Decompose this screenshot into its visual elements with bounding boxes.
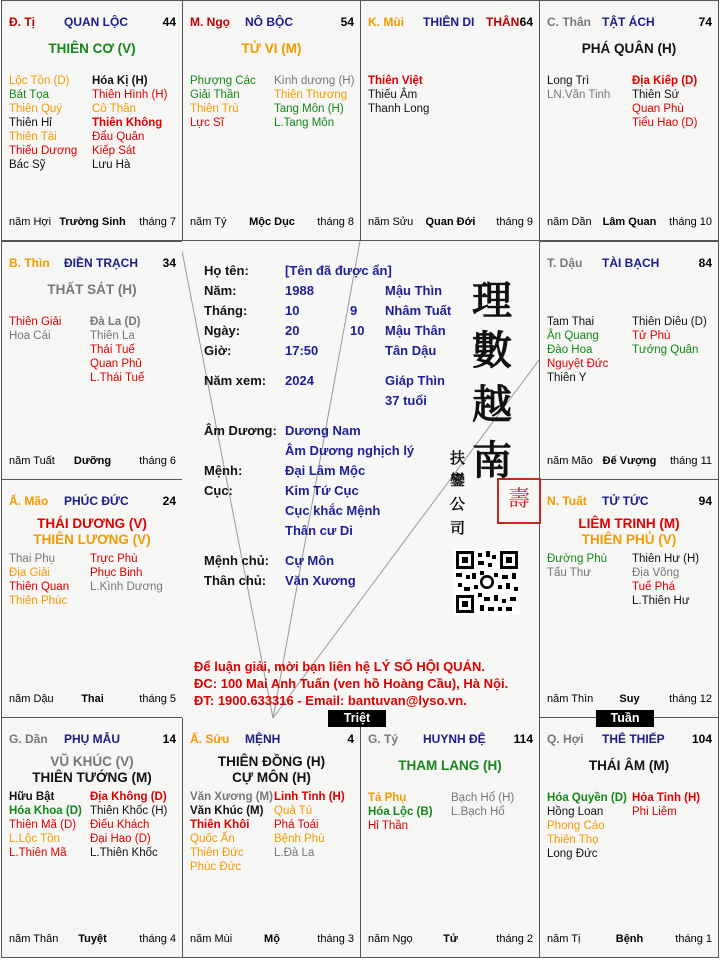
main-star: LIÊM TRINH (M) [578,516,680,531]
palace-name: G. Tý [368,732,399,746]
palace-tuat [539,479,719,718]
minor-star: Thiên Y [547,372,587,384]
palace-name: N. Tuất [547,494,587,508]
minor-star: L.Thiên Hư [632,595,690,607]
minor-stars-right [632,74,697,130]
palace-name: K. Mùi [368,15,404,29]
hour-canchi: Tân Dậu [385,343,437,358]
palace-header [547,256,712,272]
main-star: VŨ KHÚC (V) [50,754,134,769]
minor-stars-right [90,552,163,594]
menh-value: Đại Lâm Mộc [285,463,366,478]
view-year-canchi: Giáp Thìn [385,373,445,388]
palace-ngo [182,0,361,241]
minor-star: Thái Tuế [90,344,135,356]
palace-header [368,15,533,31]
minor-star: Đà La (D) [90,316,141,328]
palace-name: T. Dậu [547,256,583,270]
minor-star: L.Thái Tuế [90,372,145,384]
palace-footer [547,455,712,469]
minor-star: Thai Phụ [9,553,56,565]
minor-star: Trực Phù [90,553,138,565]
footer-month: tháng 8 [317,216,354,228]
calligraphy-char-2: 數 [472,327,512,374]
amduong-label: Âm Dương: [204,423,277,438]
minor-star: Đường Phù [547,553,607,565]
minor-star: Kiếp Sát [92,145,136,157]
main-star: THẤT SÁT (H) [47,282,137,297]
footer-month: tháng 5 [139,693,176,705]
palace-footer [547,693,712,707]
palace-hoi [539,717,719,958]
year-canchi: Mậu Thìn [385,283,443,298]
minor-star: L.Đà La [274,847,315,859]
minor-star: Đại Hao (D) [90,833,151,845]
minor-stars-right [274,790,345,860]
footer-month: tháng 3 [317,933,354,945]
palace-score: 74 [698,15,712,29]
minor-star: Long Trì [547,75,590,87]
palace-footer [368,933,533,947]
minor-star: Lực Sĩ [190,117,224,129]
contact-line-1: Để luận giải, mời bạn liên hệ LÝ SỐ HỘI QUÁN. [194,659,485,674]
minor-star: Phi Liêm [632,806,677,818]
day-solar: 20 [285,323,300,338]
palace-header [547,732,712,748]
minor-star: L.Lộc Tồn [9,833,60,845]
minor-star: Văn Khúc (M) [190,805,264,817]
palace-suu [182,717,361,958]
red-seal-icon: 壽 [497,478,541,524]
minor-star: Địa Võng [632,567,680,579]
minor-star: Kình dương (H) [274,75,355,87]
small-calligraphy-3: 公 [450,495,466,513]
palace-header [190,15,354,31]
palace-footer [368,216,533,230]
palace-footer [9,216,176,230]
minor-star: Tuế Phá [632,581,676,593]
palace-score: 4 [347,732,354,746]
minor-star: Linh Tinh (H) [274,791,345,803]
minor-star: Thiên Phúc [9,595,68,607]
minor-stars-left [547,315,608,385]
palace-house: TÀI BẠCH [602,256,660,270]
minor-star: Thiên Khôi [190,819,250,831]
minor-star: Thiên Hư (H) [632,553,700,565]
minor-star: Thiên Khốc (H) [90,805,168,817]
footer-year: năm Thìn [547,693,594,705]
palace-dau [539,241,719,480]
minor-stars-right [274,74,354,130]
palace-footer [547,933,712,947]
minor-star: L.Bạch Hổ [451,806,505,818]
footer-month: tháng 4 [139,933,176,945]
footer-year: năm Tuất [9,455,55,467]
minor-star: Địa Không (D) [90,791,167,803]
minor-stars-left [547,74,610,102]
minor-stars-right [632,315,707,357]
minor-star: Quan Phủ [90,358,142,370]
footer-stage: Tuyệt [78,933,107,945]
minor-star: Quan Phù [632,103,684,115]
palace-house: THÊ THIẾP [602,732,665,746]
minor-star: Nguyệt Đức [547,358,609,370]
thanchu-label: Thân chủ: [204,573,267,588]
minor-stars-right [90,790,167,860]
palace-house: TẬT ÁCH [602,15,655,29]
menhchu-value: Cự Môn [285,553,335,568]
main-star: THÁI ÂM (M) [588,758,670,773]
cuc-value: Kim Tứ Cục [285,483,359,498]
amduong-value: Dương Nam [285,423,361,438]
palace-footer [9,455,176,469]
footer-stage: Quan Đới [425,216,476,228]
palace-mao [1,479,183,718]
footer-month: tháng 1 [675,933,712,945]
footer-stage: Suy [619,693,640,705]
palace-footer [547,216,712,230]
minor-star: Thiên Trù [190,103,239,115]
palace-house: NÔ BỘC [245,15,293,29]
minor-star: Thiên Quan [9,581,70,593]
minor-star: Tiểu Hao (D) [632,117,698,129]
minor-star: Phong Cáo [547,820,605,832]
palace-score: 84 [698,256,712,270]
hour-value: 17:50 [285,343,319,358]
palace-header [9,732,176,748]
palace-house: MỆNH [245,732,281,746]
footer-year: năm Hợi [9,216,52,228]
footer-year: năm Ngọ [368,933,413,945]
age-value: 37 tuổi [385,393,427,408]
palace-score: 34 [162,256,176,270]
palace-dan [1,717,183,958]
footer-year: năm Mùi [190,933,233,945]
minor-star: LN.Văn Tinh [547,89,611,101]
palace-footer [9,933,176,947]
minor-star: Hỉ Thần [368,820,409,832]
day-label: Ngày: [204,323,241,338]
palace-house: TỬ TỨC [602,494,649,508]
minor-star: Đào Hoa [547,344,593,356]
palace-name: Ấ. Sửu [190,732,230,746]
hour-label: Giờ: [204,343,232,358]
minor-star: L.Kình Dương [90,581,163,593]
calligraphy-char-4: 南 [472,437,512,484]
minor-star: Bác Sỹ [9,159,46,171]
main-star: THAM LANG (H) [398,758,502,773]
palace-thin [1,241,183,480]
minor-star: Giải Thần [190,89,240,101]
chart-center [182,241,539,718]
main-star: PHÁ QUÂN (H) [581,41,677,56]
view-year-value: 2024 [285,373,314,388]
palace-footer [9,693,176,707]
tuan-tag: Tuần [596,710,654,727]
palace-house: THIÊN DI [423,15,475,29]
palace-score: 64 [519,15,533,29]
minor-star: Quốc Ấn [190,833,235,845]
palace-house: HUYNH ĐỆ [423,732,486,746]
minor-stars-right [90,315,144,385]
palace-than [539,0,719,241]
palace-name: M. Ngọ [190,15,230,29]
main-star: THIÊN PHỦ (V) [581,532,677,547]
contact-line-2: ĐC: 100 Mai Anh Tuấn (ven hồ Hoàng Cầu), Hà Nội. [194,676,509,691]
palace-house: PHỤ MẪU [64,732,120,746]
minor-star: Bệnh Phù [274,833,325,845]
palace-header [547,494,712,510]
minor-star: Thiếu Âm [368,89,418,101]
minor-stars-right [451,791,514,819]
minor-star: Lưu Hà [92,159,131,171]
name-label: Họ tên: [204,263,249,278]
minor-star: Thiên Quý [9,103,63,115]
minor-star: Tam Thai [547,316,595,328]
calligraphy-char-3: 越 [472,381,512,428]
palace-header [368,732,533,748]
minor-star: Phượng Các [190,75,256,87]
menh-label: Mệnh: [204,463,243,478]
main-star: THIÊN TƯỚNG (M) [32,770,152,785]
minor-star: Thiên Mã (D) [9,819,77,831]
palace-tag: THÂN [486,15,520,29]
main-star: CỰ MÔN (H) [232,770,311,785]
minor-stars-left [547,552,607,580]
footer-stage: Tử [443,933,458,945]
footer-month: tháng 12 [669,693,712,705]
menhchu-label: Mệnh chủ: [204,553,269,568]
minor-star: L.Thiên Mã [9,847,67,859]
minor-star: L.Tang Môn [274,117,335,129]
minor-star: Địa Kiếp (D) [632,75,698,87]
minor-star: Tướng Quân [632,344,699,356]
month-canchi: Nhâm Tuất [385,303,452,318]
minor-stars-left [9,315,61,343]
minor-star: Bạch Hổ (H) [451,792,515,804]
minor-star: Thiên Đức [190,847,244,859]
minor-star: Hoa Cái [9,330,51,342]
minor-star: Thiếu Dương [9,145,78,157]
palace-ti [1,0,183,241]
minor-stars-left [9,552,69,608]
minor-stars-left [190,74,256,130]
footer-stage: Mộ [264,933,280,945]
footer-month: tháng 6 [139,455,176,467]
month-solar: 10 [285,303,300,318]
triet-tag: Triệt [328,710,386,727]
footer-stage: Thai [81,693,104,705]
palace-header [9,256,176,272]
minor-stars-left [9,74,77,172]
minor-star: Hồng Loan [547,806,604,818]
footer-year: năm Dậu [9,693,54,705]
footer-stage: Dưỡng [73,455,112,467]
palace-house: PHÚC ĐỨC [64,494,129,508]
palace-house: QUAN LỘC [64,15,128,29]
minor-star: Hóa Khoa (D) [9,805,82,817]
footer-year: năm Thân [9,933,59,945]
minor-star: Tử Phù [632,330,671,342]
footer-month: tháng 9 [496,216,533,228]
footer-month: tháng 10 [669,216,712,228]
palace-score: 24 [162,494,176,508]
minor-stars-left [9,790,82,860]
main-star: THIÊN ĐỒNG (H) [217,754,326,769]
minor-stars-right [632,791,700,819]
minor-star: Bát Tọa [9,89,50,101]
year-label: Năm: [204,283,237,298]
minor-star: Hóa Kị (H) [92,75,148,87]
minor-stars-right [632,552,699,608]
palace-house: ĐIỀN TRẠCH [64,256,138,270]
horoscope-chart [1,0,719,958]
amduong-relation: Âm Dương nghịch lý [285,443,415,458]
minor-star: Thiên Diêu (D) [632,316,707,328]
calligraphy-char-1: 理 [472,277,512,324]
minor-star: Thiên Sứ [632,89,680,101]
small-calligraphy-2: 鑾 [450,471,466,489]
palace-score: 44 [162,15,176,29]
minor-star: Quả Tú [274,805,313,817]
contact-line-3: ĐT: 1900.633316 - Email: bantuvan@lyso.vn. [194,693,467,708]
minor-star: Thiên Hỉ [9,117,52,129]
minor-stars-left [368,74,429,116]
palace-score: 14 [162,732,176,746]
minor-star: Cô Thần [92,103,136,115]
minor-star: Long Đức [547,848,598,860]
palace-name: Đ. Tị [9,15,35,29]
footer-year: năm Sửu [368,216,414,228]
palace-score: 94 [698,494,712,508]
palace-score: 54 [340,15,354,29]
minor-star: Văn Xương (M) [190,791,273,803]
main-star: THIÊN LƯƠNG (V) [33,532,151,547]
minor-star: Tả Phụ [368,792,407,804]
minor-star: Thiên Việt [368,75,423,87]
footer-stage: Trường Sinh [59,216,126,228]
minor-star: Thiên Thọ [547,834,599,846]
main-star: TỬ VI (M) [241,41,302,56]
minor-star: Thiên Tài [9,131,57,143]
main-star: THIÊN CƠ (V) [48,41,136,56]
palace-name: G. Dần [9,732,48,746]
minor-star: Phục Binh [90,567,143,579]
footer-stage: Mộc Dục [249,216,295,228]
main-star: THÁI DƯƠNG (V) [37,516,147,531]
cuc-relation: Cục khắc Mệnh [285,503,381,518]
minor-star: Thiên Thương [274,89,348,101]
day-lunar: 10 [350,323,365,338]
palace-ty [360,717,540,958]
footer-month: tháng 7 [139,216,176,228]
minor-star: Hỏa Tinh (H) [632,792,701,804]
footer-year: năm Tị [547,933,581,945]
thanchu-value: Văn Xương [285,573,356,588]
qr-code-icon [454,549,520,615]
name-value: [Tên đã được ẩn] [285,263,392,278]
footer-stage: Đế Vượng [602,455,657,467]
minor-star: Hữu Bật [9,791,55,803]
minor-star: Ân Quang [547,330,599,342]
footer-month: tháng 2 [496,933,533,945]
palace-name: C. Thân [547,15,591,29]
minor-star: Địa Giải [9,567,50,579]
minor-star: Điếu Khách [90,819,150,831]
minor-stars-left [547,791,627,861]
view-year-label: Năm xem: [204,373,267,388]
minor-stars-left [368,791,433,833]
palace-score: 114 [513,732,533,746]
minor-star: Phúc Đức [190,861,242,873]
minor-star: Tấu Thư [547,567,591,579]
minor-star: Thiên Không [92,117,163,129]
footer-year: năm Mão [547,455,593,467]
minor-star: Tang Môn (H) [274,103,344,115]
minor-stars-right [92,74,167,172]
small-calligraphy-4: 司 [450,519,466,537]
footer-stage: Bệnh [615,933,644,945]
palace-mui [360,0,540,241]
palace-score: 104 [691,732,712,746]
palace-header [547,15,712,31]
than-position: Thân cư Di [285,523,353,538]
year-value: 1988 [285,283,314,298]
palace-footer [190,216,354,230]
footer-stage: Lâm Quan [602,216,657,228]
palace-footer [190,933,354,947]
small-calligraphy-1: 扶 [450,449,466,467]
footer-month: tháng 11 [669,455,712,467]
footer-year: năm Dần [547,216,592,228]
minor-star: Đẩu Quân [92,131,145,143]
cuc-label: Cục: [204,483,233,498]
palace-header [9,494,176,510]
day-canchi: Mậu Thân [385,323,446,338]
minor-star: Thanh Long [368,103,430,115]
palace-name: Q. Hợi [547,732,584,746]
minor-star: Thiên Giải [9,316,62,328]
minor-star: Phá Toái [274,819,319,831]
footer-year: năm Tý [190,216,227,228]
minor-star: L.Thiên Khốc [90,847,158,859]
palace-name: Ấ. Mão [9,494,49,508]
minor-star: Hóa Quyền (D) [547,792,627,804]
palace-header [190,732,354,748]
minor-star: Thiên Hình (H) [92,89,168,101]
minor-star: Thiên La [90,330,135,342]
palace-name: B. Thìn [9,256,50,270]
month-lunar: 9 [350,303,358,318]
month-label: Tháng: [204,303,248,318]
palace-header [9,15,176,31]
minor-star: Lộc Tồn (D) [9,75,70,87]
minor-star: Hóa Lộc (B) [368,806,433,818]
minor-stars-left [190,790,273,874]
